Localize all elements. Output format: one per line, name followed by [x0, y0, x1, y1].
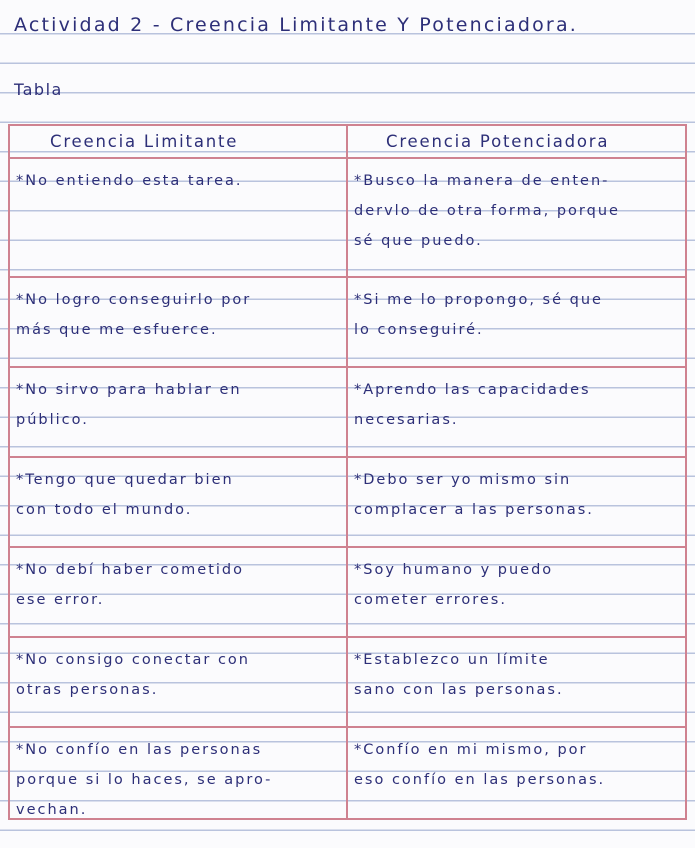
header-divider: [10, 157, 685, 159]
cell-potenciadora: *Busco la manera de enten- dervlo de otra forma, porque sé que puedo.: [354, 173, 620, 249]
table-label: Tabla: [14, 80, 63, 99]
header-potenciadora: Creencia Potenciadora: [386, 132, 610, 151]
cell-limitante: *No sirvo para hablar en público.: [16, 382, 242, 428]
row-divider: [10, 636, 685, 638]
cell-limitante: *No confío en las personas porque si lo haces, se apro- vechan.: [16, 742, 273, 818]
cell-limitante: *No entiendo esta tarea.: [16, 173, 243, 189]
cell-limitante: *No logro conseguirlo por más que me esfuerce.: [16, 292, 252, 338]
cell-potenciadora: *Confío en mi mismo, por eso confío en las personas.: [354, 742, 606, 788]
row-divider: [10, 366, 685, 368]
row-divider: [10, 276, 685, 278]
cell-potenciadora: *Soy humano y puedo cometer errores.: [354, 562, 554, 608]
row-divider: [10, 726, 685, 728]
cell-potenciadora: *Debo ser yo mismo sin complacer a las personas.: [354, 472, 594, 518]
row-divider: [10, 546, 685, 548]
column-divider: [346, 126, 348, 818]
cell-potenciadora: *Si me lo propongo, sé que lo conseguiré.: [354, 292, 603, 338]
cell-potenciadora: *Establezco un límite sano con las personas.: [354, 652, 564, 698]
cell-limitante: *No consigo conectar con otras personas.: [16, 652, 250, 698]
cell-limitante: *Tengo que quedar bien con todo el mundo.: [16, 472, 234, 518]
row-divider: [10, 456, 685, 458]
cell-potenciadora: *Aprendo las capacidades necesarias.: [354, 382, 591, 428]
beliefs-table: [8, 124, 687, 820]
cell-limitante: *No debí haber cometido ese error.: [16, 562, 244, 608]
page-title: Actividad 2 - Creencia Limitante Y Potenciadora.: [14, 14, 579, 36]
header-limitante: Creencia Limitante: [50, 132, 239, 151]
